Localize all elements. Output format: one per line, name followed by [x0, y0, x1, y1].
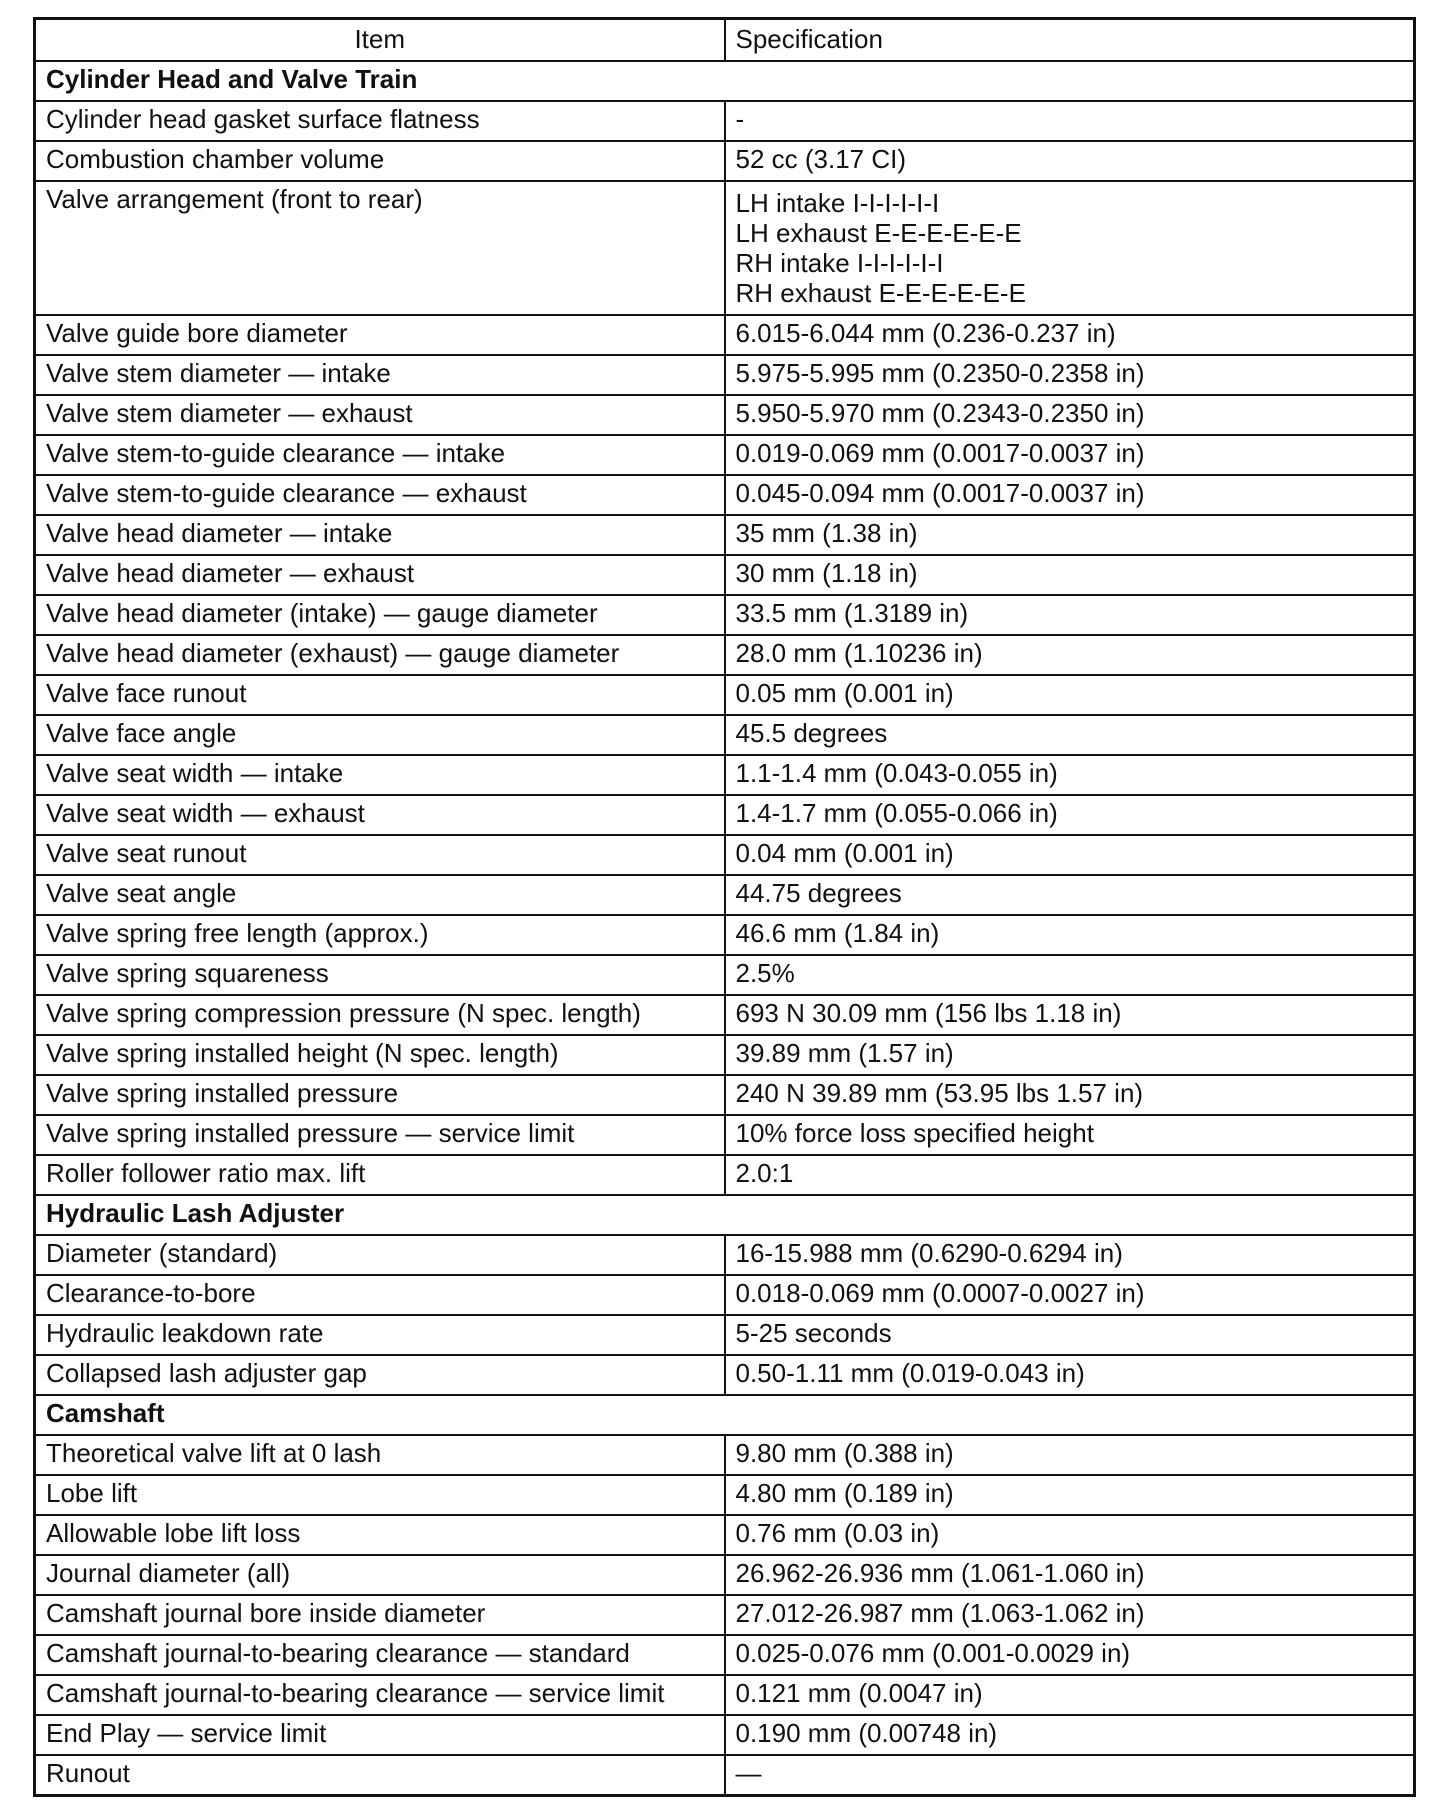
item-cell: Allowable lobe lift loss — [35, 1515, 725, 1555]
item-cell: End Play — service limit — [35, 1715, 725, 1755]
table-row — [35, 1115, 1415, 1155]
specification-cell: 0.018-0.069 mm (0.0007-0.0027 in) — [725, 1275, 1415, 1315]
table-row — [35, 1675, 1415, 1715]
item-cell: Valve spring squareness — [35, 955, 725, 995]
table-row — [35, 475, 1415, 515]
table-row — [35, 355, 1415, 395]
specification-cell: 45.5 degrees — [725, 715, 1415, 755]
item-cell: Valve head diameter (exhaust) — gauge diameter — [35, 635, 725, 675]
specification-column-header: Specification — [725, 19, 1415, 62]
section-title: Hydraulic Lash Adjuster — [35, 1195, 1415, 1235]
item-cell: Camshaft journal-to-bearing clearance — standard — [35, 1635, 725, 1675]
item-cell: Cylinder head gasket surface flatness — [35, 101, 725, 141]
table-row — [35, 1155, 1415, 1195]
item-cell: Valve stem-to-guide clearance — intake — [35, 435, 725, 475]
specification-cell: 28.0 mm (1.10236 in) — [725, 635, 1415, 675]
specification-cell: 0.50-1.11 mm (0.019-0.043 in) — [725, 1355, 1415, 1395]
specification-table — [33, 17, 1416, 1797]
specification-cell: 5-25 seconds — [725, 1315, 1415, 1355]
item-cell: Valve arrangement (front to rear) — [35, 181, 725, 315]
specification-cell: 240 N 39.89 mm (53.95 lbs 1.57 in) — [725, 1075, 1415, 1115]
specification-cell: 0.121 mm (0.0047 in) — [725, 1675, 1415, 1715]
item-cell: Valve head diameter (intake) — gauge diameter — [35, 595, 725, 635]
item-cell: Journal diameter (all) — [35, 1555, 725, 1595]
table-body — [35, 61, 1415, 1796]
specification-cell: 46.6 mm (1.84 in) — [725, 915, 1415, 955]
specification-cell: 2.0:1 — [725, 1155, 1415, 1195]
specification-cell: 27.012-26.987 mm (1.063-1.062 in) — [725, 1595, 1415, 1635]
specification-cell: 35 mm (1.38 in) — [725, 515, 1415, 555]
item-cell: Camshaft journal bore inside diameter — [35, 1595, 725, 1635]
table-row — [35, 395, 1415, 435]
item-cell: Roller follower ratio max. lift — [35, 1155, 725, 1195]
table-row — [35, 435, 1415, 475]
item-cell: Valve spring compression pressure (N spec. length) — [35, 995, 725, 1035]
table-row — [35, 1475, 1415, 1515]
table-row — [35, 995, 1415, 1035]
item-cell: Valve face runout — [35, 675, 725, 715]
section-title: Camshaft — [35, 1395, 1415, 1435]
specification-cell: 6.015-6.044 mm (0.236-0.237 in) — [725, 315, 1415, 355]
table-row — [35, 1755, 1415, 1796]
item-cell: Combustion chamber volume — [35, 141, 725, 181]
table-row — [35, 835, 1415, 875]
section-row — [35, 1395, 1415, 1435]
table-row — [35, 675, 1415, 715]
item-cell: Collapsed lash adjuster gap — [35, 1355, 725, 1395]
specification-cell: 1.1-1.4 mm (0.043-0.055 in) — [725, 755, 1415, 795]
specification-cell: 44.75 degrees — [725, 875, 1415, 915]
section-row — [35, 1195, 1415, 1235]
specification-cell: 693 N 30.09 mm (156 lbs 1.18 in) — [725, 995, 1415, 1035]
specification-cell: 0.05 mm (0.001 in) — [725, 675, 1415, 715]
table-row — [35, 955, 1415, 995]
item-cell: Hydraulic leakdown rate — [35, 1315, 725, 1355]
specification-cell: 0.04 mm (0.001 in) — [725, 835, 1415, 875]
item-cell: Lobe lift — [35, 1475, 725, 1515]
item-cell: Camshaft journal-to-bearing clearance — service limit — [35, 1675, 725, 1715]
table-row — [35, 1635, 1415, 1675]
specification-cell: 26.962-26.936 mm (1.061-1.060 in) — [725, 1555, 1415, 1595]
item-cell: Clearance-to-bore — [35, 1275, 725, 1315]
item-cell: Valve face angle — [35, 715, 725, 755]
item-cell: Valve spring installed height (N spec. length) — [35, 1035, 725, 1075]
table-row — [35, 1595, 1415, 1635]
item-cell: Diameter (standard) — [35, 1235, 725, 1275]
table-row — [35, 1355, 1415, 1395]
table-row — [35, 1515, 1415, 1555]
table-row — [35, 795, 1415, 835]
header-row — [35, 19, 1415, 62]
specification-cell: 0.190 mm (0.00748 in) — [725, 1715, 1415, 1755]
specification-cell: 5.975-5.995 mm (0.2350-0.2358 in) — [725, 355, 1415, 395]
specification-cell: 30 mm (1.18 in) — [725, 555, 1415, 595]
item-cell: Valve seat angle — [35, 875, 725, 915]
specification-cell: 2.5% — [725, 955, 1415, 995]
table-row — [35, 1275, 1415, 1315]
specification-cell: - — [725, 101, 1415, 141]
table-row — [35, 1235, 1415, 1275]
item-cell: Runout — [35, 1755, 725, 1796]
table-row — [35, 555, 1415, 595]
table-row — [35, 1435, 1415, 1475]
table-row — [35, 515, 1415, 555]
specification-cell: 0.025-0.076 mm (0.001-0.0029 in) — [725, 1635, 1415, 1675]
item-cell: Valve spring installed pressure — [35, 1075, 725, 1115]
item-cell: Valve spring installed pressure — service limit — [35, 1115, 725, 1155]
table-row — [35, 915, 1415, 955]
item-column-header: Item — [35, 19, 725, 62]
item-cell: Theoretical valve lift at 0 lash — [35, 1435, 725, 1475]
table-row — [35, 595, 1415, 635]
table-row — [35, 1715, 1415, 1755]
table-row — [35, 875, 1415, 915]
specification-cell: 5.950-5.970 mm (0.2343-0.2350 in) — [725, 395, 1415, 435]
specification-cell: 10% force loss specified height — [725, 1115, 1415, 1155]
specification-cell: 33.5 mm (1.3189 in) — [725, 595, 1415, 635]
item-cell: Valve head diameter — exhaust — [35, 555, 725, 595]
section-row — [35, 61, 1415, 101]
specification-cell: 4.80 mm (0.189 in) — [725, 1475, 1415, 1515]
specification-cell: 0.045-0.094 mm (0.0017-0.0037 in) — [725, 475, 1415, 515]
table-row — [35, 1315, 1415, 1355]
specification-cell: 1.4-1.7 mm (0.055-0.066 in) — [725, 795, 1415, 835]
specification-cell: 16-15.988 mm (0.6290-0.6294 in) — [725, 1235, 1415, 1275]
item-cell: Valve stem-to-guide clearance — exhaust — [35, 475, 725, 515]
item-cell: Valve seat runout — [35, 835, 725, 875]
table-row — [35, 101, 1415, 141]
item-cell: Valve guide bore diameter — [35, 315, 725, 355]
specification-cell: 9.80 mm (0.388 in) — [725, 1435, 1415, 1475]
table-row — [35, 715, 1415, 755]
table-row — [35, 635, 1415, 675]
table-row — [35, 315, 1415, 355]
specification-cell: 52 cc (3.17 CI) — [725, 141, 1415, 181]
specification-cell: 0.76 mm (0.03 in) — [725, 1515, 1415, 1555]
item-cell: Valve stem diameter — exhaust — [35, 395, 725, 435]
section-title: Cylinder Head and Valve Train — [35, 61, 1415, 101]
table-row — [35, 1035, 1415, 1075]
item-cell: Valve stem diameter — intake — [35, 355, 725, 395]
item-cell: Valve head diameter — intake — [35, 515, 725, 555]
specification-cell: — — [725, 1755, 1415, 1796]
table-row — [35, 755, 1415, 795]
specification-cell: 0.019-0.069 mm (0.0017-0.0037 in) — [725, 435, 1415, 475]
table-header — [35, 19, 1415, 62]
specification-cell: LH intake I-I-I-I-I-I LH exhaust E-E-E-E-E-E RH intake I-I-I-I-I-I RH exhaust E-E-E-E-E-E — [725, 181, 1415, 315]
specification-cell: 39.89 mm (1.57 in) — [725, 1035, 1415, 1075]
table-row — [35, 141, 1415, 181]
item-cell: Valve seat width — intake — [35, 755, 725, 795]
item-cell: Valve spring free length (approx.) — [35, 915, 725, 955]
item-cell: Valve seat width — exhaust — [35, 795, 725, 835]
table-row — [35, 181, 1415, 315]
table-row — [35, 1075, 1415, 1115]
table-row — [35, 1555, 1415, 1595]
